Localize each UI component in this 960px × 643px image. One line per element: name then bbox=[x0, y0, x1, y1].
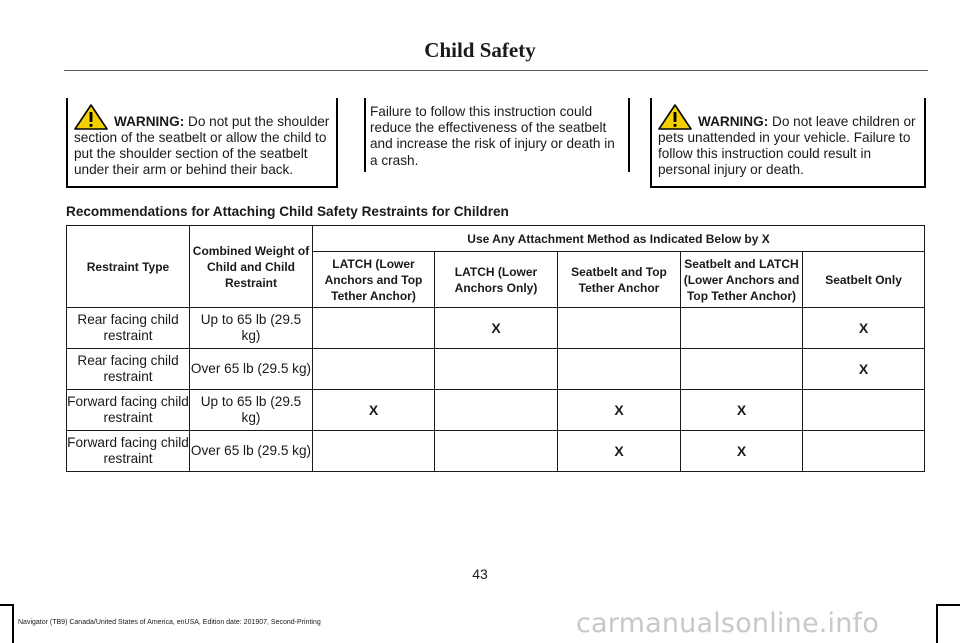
cell-restraint-type: Rear facing child restraint bbox=[67, 308, 190, 349]
warning-text-first: Do not put the shoulder bbox=[188, 113, 330, 129]
table-row bbox=[67, 349, 925, 390]
table-title: Recommendations for Attaching Child Safety Restraints for Children bbox=[66, 204, 509, 219]
cell-mark: X bbox=[558, 390, 681, 431]
header-method: Seatbelt Only bbox=[803, 252, 925, 308]
cell-mark bbox=[803, 431, 925, 472]
crop-mark bbox=[0, 604, 12, 606]
cell-mark bbox=[313, 349, 435, 390]
warning-triangle-icon bbox=[74, 104, 108, 130]
table-row bbox=[67, 308, 925, 349]
cell-weight: Up to 65 lb (29.5 kg) bbox=[190, 390, 313, 431]
cell-weight: Up to 65 lb (29.5 kg) bbox=[190, 308, 313, 349]
cell-mark bbox=[681, 349, 803, 390]
recommendations-table bbox=[66, 225, 925, 472]
table-row bbox=[67, 390, 925, 431]
header-restraint-type: Restraint Type bbox=[67, 226, 190, 308]
warning-label: WARNING: bbox=[698, 113, 769, 129]
header-attachment-group: Use Any Attachment Method as Indicated Below by X bbox=[313, 226, 925, 252]
header-combined-weight: Combined Weight of Child and Child Restraint bbox=[190, 226, 313, 308]
crop-mark bbox=[936, 604, 938, 643]
header-divider bbox=[64, 70, 928, 71]
warning-box-right bbox=[650, 98, 926, 188]
page-number: 43 bbox=[472, 566, 488, 582]
watermark: carmanualsonline.info bbox=[576, 608, 879, 639]
cell-mark: X bbox=[803, 308, 925, 349]
cell-mark bbox=[435, 390, 558, 431]
page-title: Child Safety bbox=[424, 38, 536, 62]
cell-mark bbox=[681, 308, 803, 349]
warning-first-line bbox=[658, 104, 920, 130]
cell-mark: X bbox=[803, 349, 925, 390]
cell-mark: X bbox=[435, 308, 558, 349]
cell-mark bbox=[803, 390, 925, 431]
cell-mark: X bbox=[681, 431, 803, 472]
cell-mark: X bbox=[558, 431, 681, 472]
header-method: Seatbelt and LATCH (Lower Anchors and Top Tether Anchor) bbox=[681, 252, 803, 308]
warning-label: WARNING: bbox=[114, 113, 185, 129]
warning-first-line bbox=[74, 104, 332, 130]
warning-triangle-icon bbox=[658, 104, 692, 130]
table-row bbox=[67, 431, 925, 472]
header-method: LATCH (Lower Anchors Only) bbox=[435, 252, 558, 308]
cell-mark bbox=[435, 349, 558, 390]
header-method: Seatbelt and Top Tether Anchor bbox=[558, 252, 681, 308]
cell-restraint-type: Rear facing child restraint bbox=[67, 349, 190, 390]
cell-mark bbox=[313, 431, 435, 472]
warning-continuation-text: Failure to follow this instruction could reduce the effectiveness of the seatbelt and increase the risk of injury or death in a crash. bbox=[370, 104, 615, 168]
cell-mark bbox=[313, 308, 435, 349]
header-method: LATCH (Lower Anchors and Top Tether Anchor) bbox=[313, 252, 435, 308]
warning-text-first: Do not leave children or bbox=[772, 113, 916, 129]
warning-box-left bbox=[66, 98, 338, 188]
warning-text: pets unattended in your vehicle. Failure to follow this instruction could result in personal injury or death. bbox=[658, 130, 911, 178]
footer-edition-info: Navigator (TB9) Canada/United States of America, enUSA, Edition date: 201907, Second-Printing bbox=[18, 619, 321, 626]
cell-mark: X bbox=[681, 390, 803, 431]
cell-mark bbox=[558, 349, 681, 390]
crop-mark bbox=[938, 604, 960, 606]
cell-mark: X bbox=[313, 390, 435, 431]
cell-restraint-type: Forward facing child restraint bbox=[67, 431, 190, 472]
warning-continuation bbox=[364, 98, 630, 172]
cell-weight: Over 65 lb (29.5 kg) bbox=[190, 349, 313, 390]
cell-weight: Over 65 lb (29.5 kg) bbox=[190, 431, 313, 472]
cell-mark bbox=[435, 431, 558, 472]
crop-mark bbox=[12, 604, 14, 643]
warning-text: section of the seatbelt or allow the child to put the shoulder section of the seatbelt under their arm or behind their back. bbox=[74, 130, 327, 178]
cell-mark bbox=[558, 308, 681, 349]
cell-restraint-type: Forward facing child restraint bbox=[67, 390, 190, 431]
